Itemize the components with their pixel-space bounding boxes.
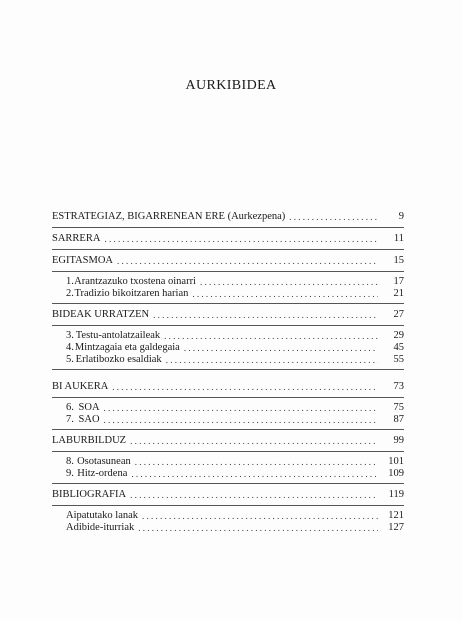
divider — [52, 271, 404, 272]
toc-entry-bi-aukera[interactable] — [52, 380, 404, 394]
toc-entry-aurkezpena[interactable] — [52, 210, 404, 224]
toc-subentry-number: 4. — [66, 342, 74, 353]
divider — [52, 325, 404, 326]
toc-page-number: 45 — [393, 342, 404, 353]
toc-subentry[interactable] — [52, 276, 404, 288]
toc-subentry[interactable] — [52, 414, 404, 426]
dot-leader — [138, 522, 378, 534]
toc-subentry[interactable] — [52, 354, 404, 366]
toc-subentry-number: 1. — [66, 276, 74, 287]
divider — [52, 451, 404, 452]
dot-leader — [104, 232, 378, 246]
divider — [52, 303, 404, 304]
toc-entry-label: Osotasunean — [77, 456, 131, 467]
dot-leader — [289, 210, 378, 224]
toc-page-number: 119 — [388, 489, 404, 500]
dot-leader — [200, 276, 378, 288]
toc-page-number: 11 — [393, 233, 404, 244]
toc-entry-label: Aipatutako lanak — [66, 510, 139, 521]
divider — [52, 227, 404, 228]
dot-leader — [192, 288, 378, 300]
dot-leader — [153, 308, 378, 322]
divider — [52, 505, 404, 506]
dot-leader — [104, 402, 378, 414]
toc-entry-label: BI AUKERA — [52, 381, 109, 392]
toc-subentry[interactable] — [52, 330, 404, 342]
toc-page-number: 87 — [393, 414, 404, 425]
divider — [52, 429, 404, 430]
toc-subentry[interactable] — [52, 342, 404, 354]
toc-page-number: 101 — [388, 456, 404, 467]
toc-page-number: 121 — [388, 510, 404, 521]
dot-leader — [104, 414, 378, 426]
toc-entry-egitasmoa[interactable] — [52, 254, 404, 268]
toc-entry-bideak-urratzen[interactable] — [52, 308, 404, 322]
toc-subentry-number: 2. — [66, 288, 74, 299]
toc-entry-bibliografia[interactable] — [52, 488, 404, 502]
toc-subentry[interactable] — [52, 510, 404, 522]
dot-leader — [184, 342, 378, 354]
toc-subentry-number: 7. — [66, 414, 74, 425]
toc-entry-label: Mintzagaia eta galdegaia — [74, 342, 180, 353]
toc-subentry[interactable] — [52, 288, 404, 300]
toc-subentry[interactable] — [52, 522, 404, 534]
toc-subentry-number: 3. — [66, 330, 74, 341]
toc-entry-laburbilduz[interactable] — [52, 434, 404, 448]
toc-page-number: 127 — [388, 522, 404, 533]
toc-entry-label: Testu-antolatzaileak — [75, 330, 161, 341]
divider — [52, 483, 404, 484]
dot-leader — [117, 254, 378, 268]
dot-leader — [131, 468, 378, 480]
dot-leader — [135, 456, 378, 468]
toc-page-number: 29 — [393, 330, 404, 341]
toc-entry-sarrera[interactable] — [52, 232, 404, 246]
toc-entry-label: LABURBILDUZ — [52, 435, 127, 446]
toc-subentry-number: 8. — [66, 456, 74, 467]
dot-leader — [130, 488, 378, 502]
toc-entry-label: Tradizio bikoitzaren harian — [74, 288, 189, 299]
toc-page-number: 21 — [393, 288, 404, 299]
divider — [52, 369, 404, 370]
dot-leader — [166, 354, 378, 366]
toc-entry-label: SOA — [78, 402, 100, 413]
dot-leader — [164, 330, 378, 342]
page-title: AURKIBIDEA — [185, 78, 277, 93]
toc-entry-label: BIDEAK URRATZEN — [52, 309, 150, 320]
table-of-contents — [52, 210, 404, 534]
toc-subentry-number: 9. — [66, 468, 74, 479]
toc-entry-label: ESTRATEGIAZ, BIGARRENEAN ERE (Aurkezpena) — [52, 211, 286, 222]
toc-page-number: 27 — [393, 309, 404, 320]
toc-subentry-number: 6. — [66, 402, 74, 413]
toc-page-number: 55 — [393, 354, 404, 365]
toc-page-number: 73 — [393, 381, 404, 392]
toc-subentry[interactable] — [52, 456, 404, 468]
toc-page-number: 9 — [398, 211, 404, 222]
toc-page-number: 99 — [393, 435, 404, 446]
toc-page-number: 75 — [393, 402, 404, 413]
toc-subentry[interactable] — [52, 402, 404, 414]
toc-entry-label: Arantzazuko txostena oinarri — [74, 276, 196, 287]
toc-page-number: 17 — [393, 276, 404, 287]
toc-entry-label: Erlatibozko esaldiak — [75, 354, 162, 365]
dot-leader — [130, 434, 378, 448]
divider — [52, 249, 404, 250]
toc-entry-label: BIBLIOGRAFIA — [52, 489, 127, 500]
toc-entry-label: Hitz-ordena — [77, 468, 128, 479]
toc-page-number: 15 — [393, 255, 404, 266]
toc-subentry-number: 5. — [66, 354, 74, 365]
toc-entry-label: SAO — [78, 414, 100, 425]
dot-leader — [142, 510, 378, 522]
toc-entry-label: Adibide-iturriak — [66, 522, 135, 533]
dot-leader — [112, 380, 378, 394]
toc-entry-label: EGITASMOA — [52, 255, 113, 266]
toc-page-number: 109 — [388, 468, 404, 479]
divider — [52, 397, 404, 398]
toc-entry-label: SARRERA — [52, 233, 101, 244]
toc-subentry[interactable] — [52, 468, 404, 480]
